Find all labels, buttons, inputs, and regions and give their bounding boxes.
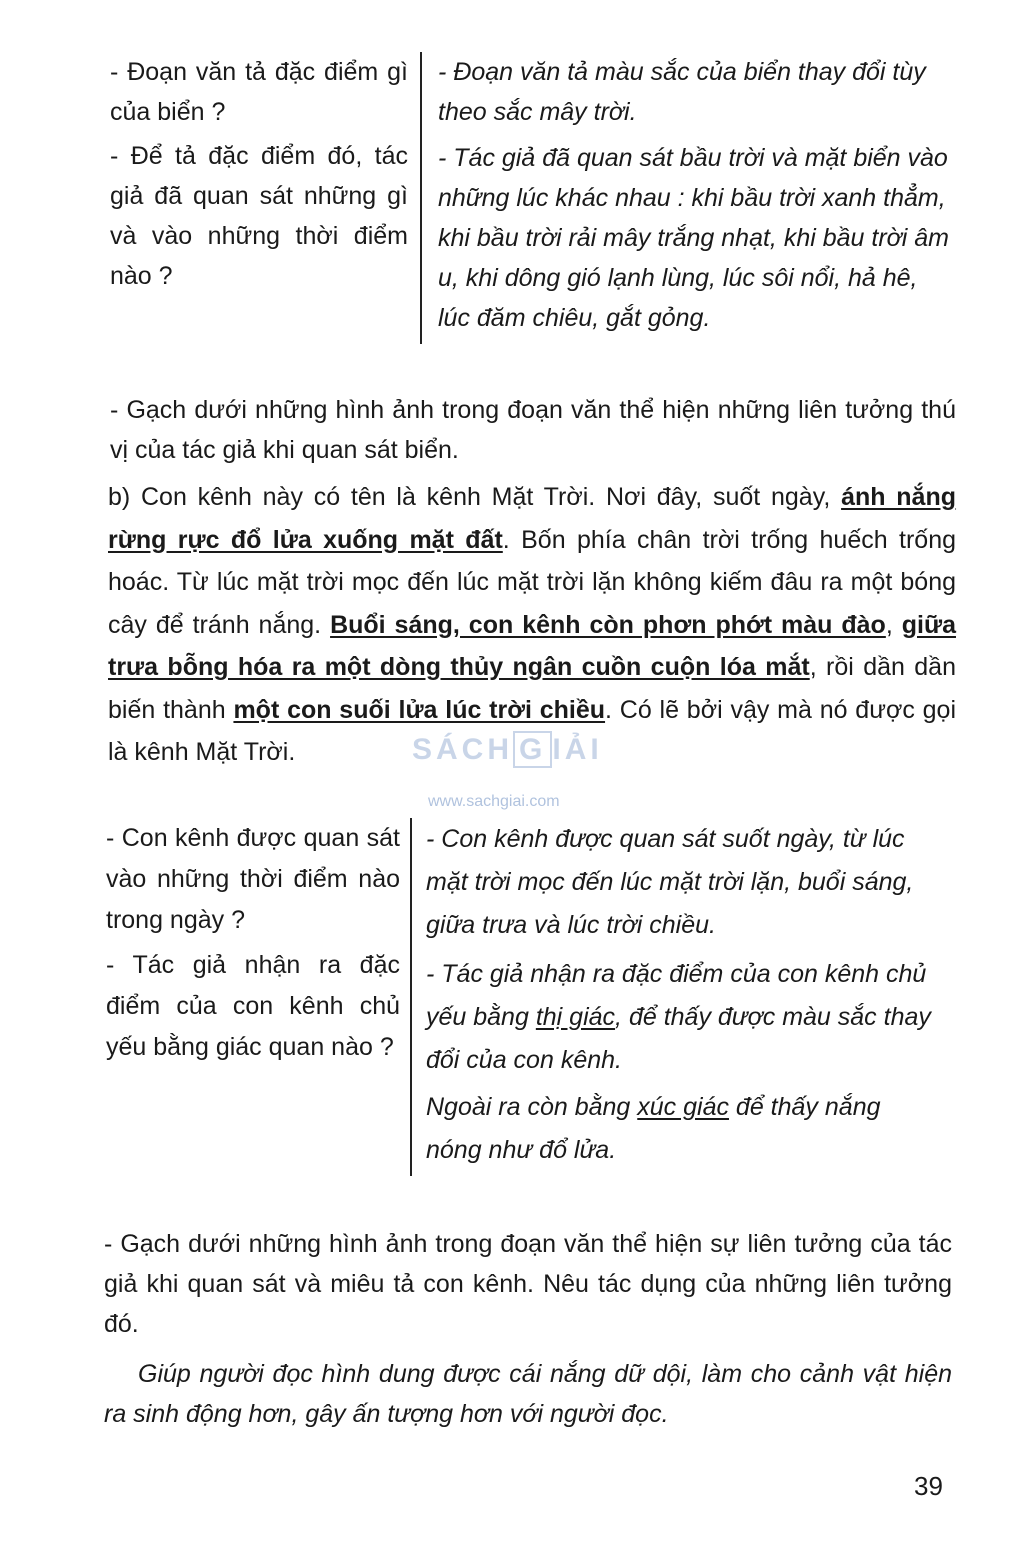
question-sea-feature: - Đoạn văn tả đặc điểm gì của biển ? [110,58,408,126]
answer-sea-observation: - Tác giả đã quan sát bầu trời và mặt biển vào những lúc khác nhau : khi bầu trời xanh thẳm, khi bầu trời rải mây trắng nhạt, khi bầu trời âm u, khi dông gió lạnh lùng, lúc sôi nổi, hả hê, lúc đăm chiêu, gắt gỏng. [438,144,949,332]
answer-canal-touch [426,1086,932,1172]
answer-canal-sense-text: - Tác giả nhận ra đặc điểm của con kênh chủ yếu bằng [426,960,927,1031]
questions-sea [110,52,420,344]
question-canal-sense: - Tác giả nhận ra đặc điểm của con kênh chủ yếu bằng giác quan nào ? [106,951,400,1061]
answers-sea [420,52,950,344]
underline-xuc-giac: xúc giác [637,1093,729,1121]
answer-canal-touch-text-2: để thấy nắng nóng như đổ lửa. [426,1093,881,1164]
answers-canal [410,818,932,1176]
passage-text-3: , [885,610,902,639]
watermark-logo-right: IẢI [552,733,603,766]
passage-canal [108,476,956,774]
answer-sea-feature: - Đoạn văn tả màu sắc của biển thay đổi tùy theo sắc mây trời. [438,58,926,126]
answer-canal-time: - Con kênh được quan sát suốt ngày, từ lúc mặt trời mọc đến lúc mặt trời lặn, buổi sáng, giữa trưa và lúc trời chiều. [426,825,914,939]
answer-canal-sense [426,953,932,1082]
qa-table-sea [110,52,950,344]
watermark-logo-left: SÁCH [412,733,514,766]
passage-text-2: . Bốn phía chân trời trống huếch trống hoác. Từ lúc mặt trời mọc đến lúc mặt trời lặn không kiếm đâu ra một bóng cây để tránh nắng. [108,525,957,639]
watermark-logo-box: G [513,731,552,768]
task-underline-canal: - Gạch dưới những hình ảnh trong đoạn văn thể hiện sự liên tưởng của tác giả khi quan sát và miêu tả con kênh. Nêu tác dụng của những liên tưởng đó. [104,1230,952,1338]
highlight-image-2: Buổi sáng, con kênh còn phơn phớt màu đào [330,610,886,639]
answer-effect: Giúp người đọc hình dung được cái nắng dữ dội, làm cho cảnh vật hiện ra sinh động hơn, gây ấn tượng hơn với người đọc. [104,1360,952,1428]
answer-canal-sense-text-2: , để thấy được màu sắc thay đổi của con kênh. [426,1003,931,1074]
underline-thi-giac: thị giác [535,1003,616,1031]
highlight-image-4: một con suối lửa lúc trời chiều [233,695,606,724]
highlight-image-1: ánh nắng rừng rực đổ lửa xuống mặt đất [108,483,957,554]
passage-text-4: , rồi dần dần biến thành [108,653,956,724]
question-canal-time: - Con kênh được quan sát vào những thời điểm nào trong ngày ? [106,824,400,934]
question-sea-observation: - Để tả đặc điểm đó, tác giả đã quan sát những gì và vào những thời điểm nào ? [110,142,408,290]
passage-text-5: . Có lẽ bởi vậy mà nó được gọi là kênh Mặt Trời. [108,695,956,766]
passage-text-1: b) Con kênh này có tên là kênh Mặt Trời. Nơi đây, suốt ngày, [108,483,842,511]
page-number: 39 [914,1471,943,1501]
questions-canal [106,818,410,1176]
qa-table-canal [106,818,950,1176]
highlight-image-3: giữa trưa bỗng hóa ra một dòng thủy ngân cuồn cuộn lóa mắt [108,610,956,681]
watermark-url: www.sachgiai.com [428,793,560,810]
watermark-logo [412,730,603,770]
answer-canal-touch-text: Ngoài ra còn bằng [426,1093,638,1121]
task-underline-sea: - Gạch dưới những hình ảnh trong đoạn văn thể hiện những liên tưởng thú vị của tác giả khi quan sát biển. [110,396,956,464]
